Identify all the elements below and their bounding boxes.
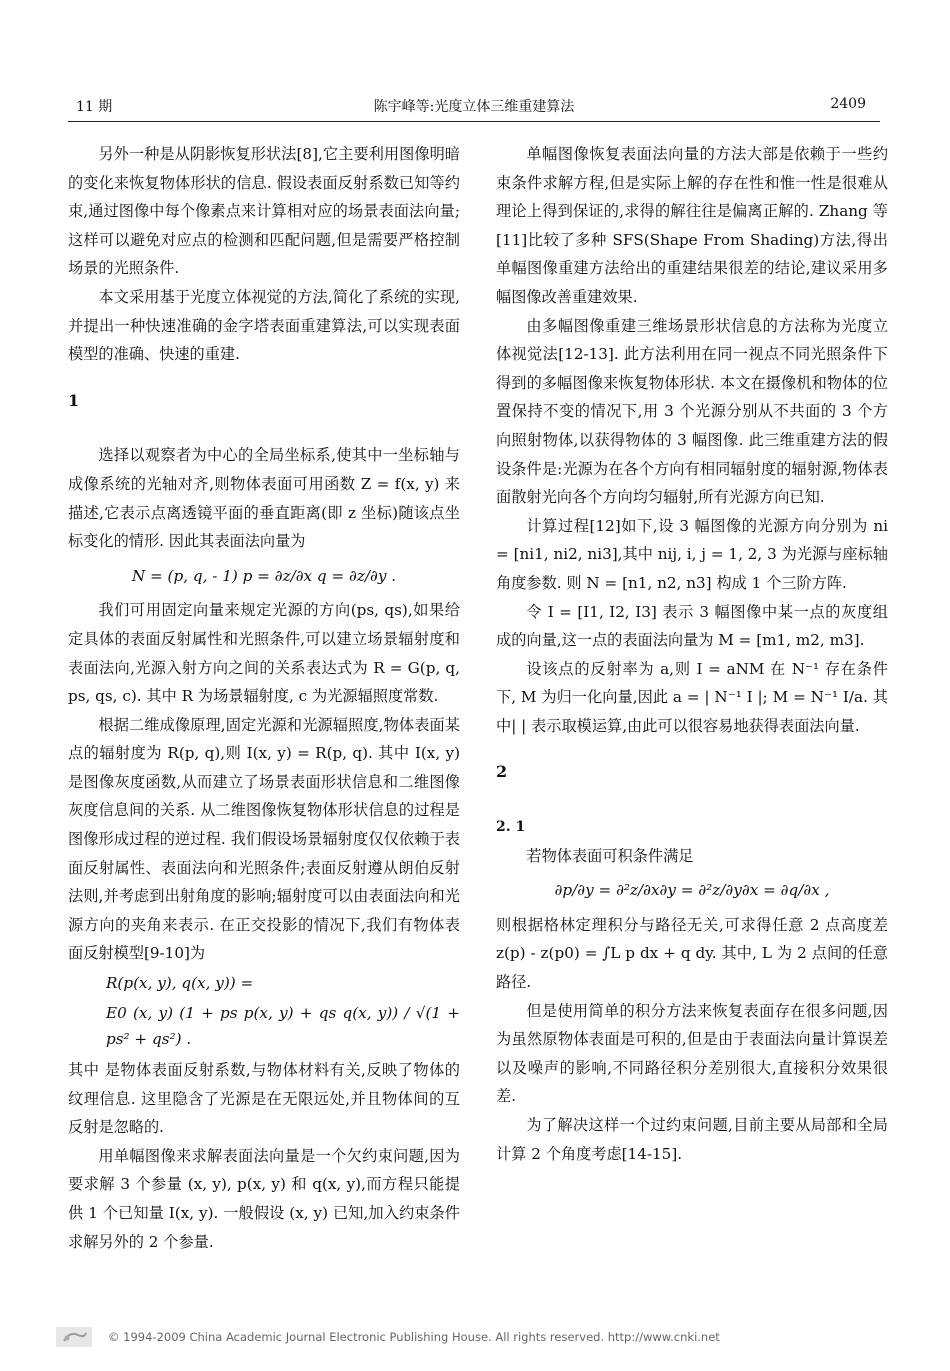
section-heading-2: 2	[496, 762, 508, 782]
copyright-footer	[56, 1327, 896, 1349]
paragraph: 我们可用固定向量来规定光源的方向(ps, qs),如果给定具体的表面反射属性和光照条件,可以建立场景辐射度和表面法向,光源入射方向之间的关系表达式为 R = G(p, q, ps, qs, c). 其中 R 为场景辐射度, c 为光源辐照度常数.	[68, 601, 460, 706]
paragraph: 选择以观察者为中心的全局坐标系,使其中一坐标轴与成像系统的光轴对齐,则物体表面可用函数 Z = f(x, y) 来描述,它表示点离透镜平面的垂直距离(即 z 坐标)随该点坐标变化的情形. 因此其表面法向量为	[68, 446, 460, 551]
paragraph: 本文采用基于光度立体视觉的方法,简化了系统的实现,并提出一种快速准确的金字塔表面重建算法,可以实现表面模型的准确、快速的重建.	[68, 287, 460, 364]
paragraph: 用单幅图像来求解表面法向量是一个欠约束问题,因为要求解 3 个参量 (x, y), p(x, y) 和 q(x, y),而方程只能提供 1 个已知量 I(x, y). 一般假设 (x, y) 已知,加入约束条件求解另外的 2 个参量.	[68, 1146, 460, 1251]
equation-integrability: ∂p/∂y = ∂²z/∂x∂y = ∂²z/∂y∂x = ∂q/∂x ,	[554, 881, 830, 900]
equation-normal-vector: N = (p, q, - 1) p = ∂z/∂x q = ∂z/∂y .	[131, 566, 397, 585]
header-rule	[68, 121, 880, 122]
paragraph: 另外一种是从阴影恢复形状法[8],它主要利用图像明暗的变化来恢复物体形状的信息. 假设表面反射系数已知等约束,通过图像中每个像素点来计算相对应的场景表面法向量;这样可以避免对应点的检测和匹配问题,但是需要严格控制场景的光照条件.	[68, 145, 460, 278]
running-header	[68, 96, 880, 118]
paragraph: 则根据格林定理积分与路径无关,可求得任意 2 点高度差 z(p) - z(p0) = ∫L p dx + q dy. 其中, L 为 2 点间的任意路径.	[496, 915, 888, 992]
subsection-heading-2-1: 2. 1	[496, 819, 526, 836]
paragraph: 由多幅图像重建三维场景形状信息的方法称为光度立体视觉法[12-13]. 此方法利用在同一视点不同光照条件下得到的多幅图像来恢复物体形状. 本文在摄像机和物体的位置保持不变的情况下,用 3 个光源分别从不共面的 3 个方向照射物体,以获得物体的 3 幅图像. 此三维重建方法的假设条件是:光源为在各个方向有相同辐射度的辐射源,物体表面散射光向各个方向均匀辐射,所有光源方向已知.	[496, 316, 888, 507]
page-number: 2409	[830, 96, 866, 112]
cnki-logo-icon	[56, 1327, 92, 1347]
running-title: 陈宇峰等:光度立体三维重建算法	[373, 99, 575, 115]
paragraph: 若物体表面可积条件满足	[526, 846, 694, 865]
paragraph: 为了解决这样一个过约束问题,目前主要从局部和全局计算 2 个角度考虑[14-15].	[496, 1116, 888, 1163]
paragraph: 设该点的反射率为 a,则 I = aNM 在 N⁻¹ 存在条件下, M 为归一化向量,因此 a = | N⁻¹ I |; M = N⁻¹ I/a. 其中| | 表示取模运算,由此可以很容易地获得表面法向量.	[496, 659, 888, 735]
paragraph: 根据二维成像原理,固定光源和光源辐照度,物体表面某点的辐射度为 R(p, q),则 I(x, y) = R(p, q). 其中 I(x, y) 是图像灰度函数,从而建立了场景表面形状信息和二维图像灰度信息间的关系. 从二维图像恢复物体形状信息的过程是图像形成过程的逆过程. 我们假设场景辐射度仅仅依赖于表面反射属性、表面法向和光照条件;表面反射遵从朗伯反射法则,并考虑到出射角度的影响;辐射度可以由表面法向和光源方向的夹角来表示. 在正交投影的情况下,我们有物体表面反射模型[9-10]为	[68, 715, 460, 963]
paragraph: 单幅图像恢复表面法向量的方法大部是依赖于一些约束条件求解方程,但是实际上解的存在性和惟一性是很难从理论上得到保证的,求得的解往往是偏离正解的. Zhang 等[11]比较了多种 SFS(Shape From Shading)方法,得出单幅图像重建方法给出的重建结果很差的结论,建议采用多幅图像改善重建效果.	[496, 145, 888, 306]
equation-reflectance-line2: E0 (x, y) (1 + ps p(x, y) + qs q(x, y)) / √(1 + ps² + qs²) .	[106, 1004, 460, 1049]
section-heading-1: 1	[68, 390, 80, 410]
right-column	[496, 140, 888, 1168]
paragraph: 令 I = [I1, I2, I3] 表示 3 幅图像中某一点的灰度组成的向量,这一点的表面法向量为 M = [m1, m2, m3].	[496, 602, 888, 650]
paragraph: 但是使用简单的积分方法来恢复表面存在很多问题,因为虽然原物体表面是可积的,但是由于表面法向量计算误差以及噪声的影响,不同路径积分差别很大,直接积分效果很差.	[496, 1001, 888, 1106]
left-column	[68, 140, 460, 1256]
paragraph: 其中 是物体表面反射系数,与物体材料有关,反映了物体的纹理信息. 这里隐含了光源是在无限远处,并且物体间的互反射是忽略的.	[68, 1061, 460, 1137]
equation-reflectance-line1: R(p(x, y), q(x, y)) =	[106, 974, 254, 993]
paragraph: 计算过程[12]如下,设 3 幅图像的光源方向分别为 ni = [ni1, ni2, ni3],其中 nij, i, j = 1, 2, 3 为光源与座标轴角度参数. 则 N = [n1, n2, n3] 构成 1 个三阶方阵.	[496, 516, 888, 592]
issue-number: 11 期	[76, 99, 113, 115]
copyright-text: © 1994-2009 China Academic Journal Electronic Publishing House. All rights reserved. http://www.cnki.net	[108, 1330, 720, 1344]
